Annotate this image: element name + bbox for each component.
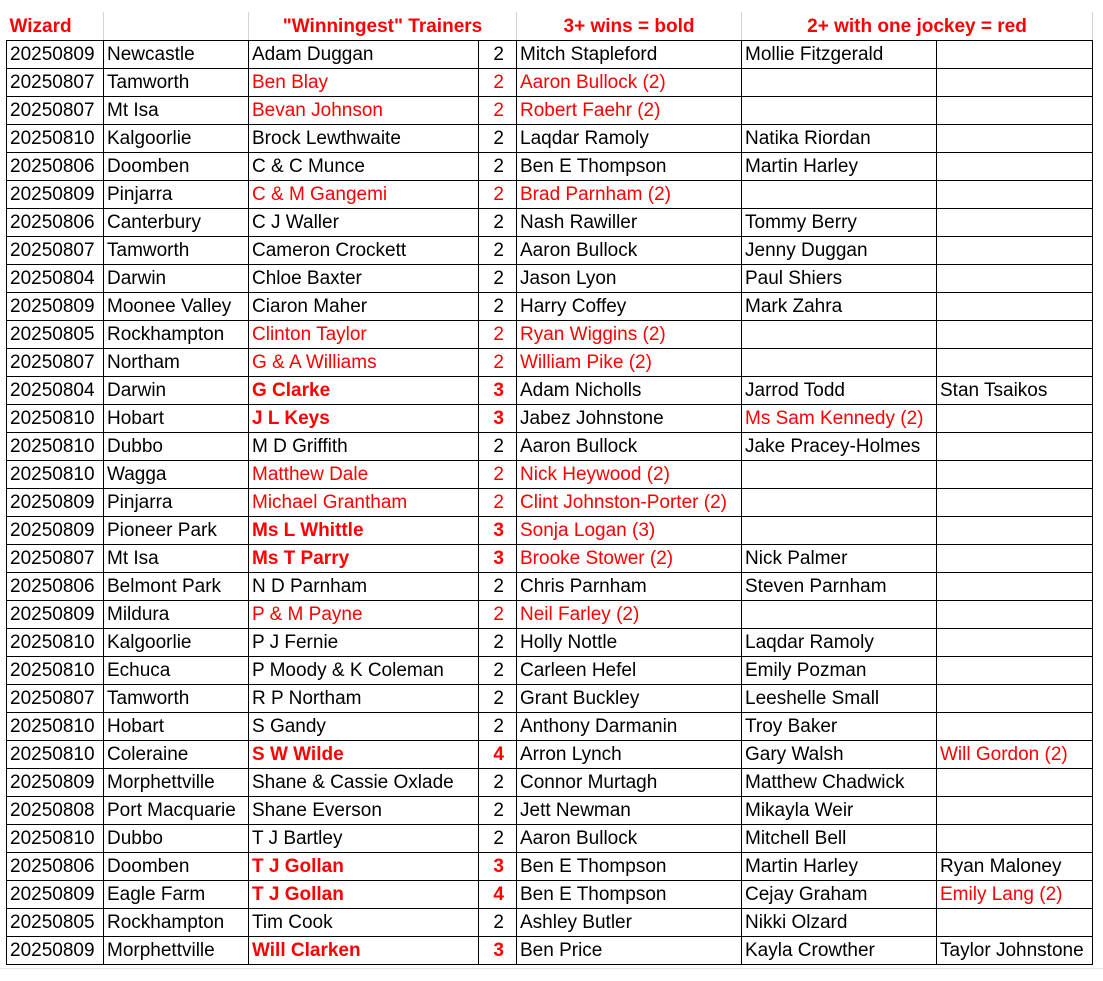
jockey-3-cell[interactable]	[937, 713, 1093, 741]
track-cell[interactable]: Coleraine	[104, 741, 249, 769]
wins-cell[interactable]: 2	[479, 657, 517, 685]
jockey-2-cell[interactable]: Mark Zahra	[742, 293, 937, 321]
wins-cell[interactable]: 2	[479, 125, 517, 153]
trainer-cell[interactable]: Michael Grantham	[249, 489, 479, 517]
date-cell[interactable]: 20250804	[7, 377, 104, 405]
wins-cell[interactable]: 2	[479, 209, 517, 237]
wins-cell[interactable]: 3	[479, 545, 517, 573]
trainer-cell[interactable]: G & A Williams	[249, 349, 479, 377]
jockey-1-cell[interactable]: Ben E Thompson	[517, 881, 742, 909]
jockey-3-cell[interactable]	[937, 349, 1093, 377]
trainer-cell[interactable]: T J Gollan	[249, 853, 479, 881]
jockey-2-cell[interactable]: Mitchell Bell	[742, 825, 937, 853]
jockey-1-cell[interactable]: Anthony Darmanin	[517, 713, 742, 741]
header-cell-wizard[interactable]: Wizard	[7, 12, 104, 41]
jockey-1-cell[interactable]: Grant Buckley	[517, 685, 742, 713]
trainer-cell[interactable]: N D Parnham	[249, 573, 479, 601]
date-cell[interactable]: 20250806	[7, 209, 104, 237]
track-cell[interactable]: Belmont Park	[104, 573, 249, 601]
jockey-3-cell[interactable]	[937, 293, 1093, 321]
track-cell[interactable]: Eagle Farm	[104, 881, 249, 909]
jockey-3-cell[interactable]	[937, 517, 1093, 545]
wins-cell[interactable]: 2	[479, 153, 517, 181]
wins-cell[interactable]: 2	[479, 797, 517, 825]
date-cell[interactable]: 20250809	[7, 601, 104, 629]
jockey-2-cell[interactable]	[742, 461, 937, 489]
wins-cell[interactable]: 2	[479, 825, 517, 853]
jockey-3-cell[interactable]	[937, 237, 1093, 265]
table-row	[7, 853, 1093, 881]
table-row	[7, 825, 1093, 853]
wins-cell[interactable]: 2	[479, 69, 517, 97]
table-row	[7, 657, 1093, 685]
table-row	[7, 405, 1093, 433]
trainer-cell[interactable]: Shane & Cassie Oxlade	[249, 769, 479, 797]
trainer-cell[interactable]: Ciaron Maher	[249, 293, 479, 321]
date-cell[interactable]: 20250810	[7, 405, 104, 433]
wins-cell[interactable]: 2	[479, 433, 517, 461]
track-cell[interactable]: Doomben	[104, 153, 249, 181]
jockey-2-cell[interactable]: Mollie Fitzgerald	[742, 41, 937, 69]
jockey-1-cell[interactable]: Connor Murtagh	[517, 769, 742, 797]
table-row	[7, 461, 1093, 489]
jockey-2-cell[interactable]	[742, 349, 937, 377]
jockey-1-cell[interactable]: Aaron Bullock	[517, 825, 742, 853]
jockey-3-cell[interactable]: Will Gordon (2)	[937, 741, 1093, 769]
wins-cell[interactable]: 2	[479, 237, 517, 265]
date-cell[interactable]: 20250810	[7, 657, 104, 685]
jockey-2-cell[interactable]: Matthew Chadwick	[742, 769, 937, 797]
jockey-1-cell[interactable]: Ashley Butler	[517, 909, 742, 937]
date-cell[interactable]: 20250807	[7, 685, 104, 713]
table-row	[7, 909, 1093, 937]
date-cell[interactable]: 20250807	[7, 237, 104, 265]
trainer-cell[interactable]: P & M Payne	[249, 601, 479, 629]
table-row	[7, 181, 1093, 209]
jockey-3-cell[interactable]	[937, 545, 1093, 573]
wins-cell[interactable]: 3	[479, 937, 517, 965]
wins-cell[interactable]: 3	[479, 853, 517, 881]
jockey-3-cell[interactable]	[937, 657, 1093, 685]
track-cell[interactable]: Port Macquarie	[104, 797, 249, 825]
trainer-cell[interactable]: Brock Lewthwaite	[249, 125, 479, 153]
wins-cell[interactable]: 2	[479, 265, 517, 293]
jockey-2-cell[interactable]: Jake Pracey-Holmes	[742, 433, 937, 461]
jockey-2-cell[interactable]	[742, 517, 937, 545]
trainer-cell[interactable]: Adam Duggan	[249, 41, 479, 69]
track-cell[interactable]: Rockhampton	[104, 909, 249, 937]
jockey-1-cell[interactable]: Holly Nottle	[517, 629, 742, 657]
jockey-3-cell[interactable]	[937, 909, 1093, 937]
date-cell[interactable]: 20250804	[7, 265, 104, 293]
header-cell-red-rule[interactable]: 2+ with one jockey = red	[742, 12, 1093, 41]
table-row	[7, 153, 1093, 181]
trainer-cell[interactable]: Bevan Johnson	[249, 97, 479, 125]
jockey-1-cell[interactable]: Arron Lynch	[517, 741, 742, 769]
table-row	[7, 433, 1093, 461]
track-cell[interactable]: Morphettville	[104, 937, 249, 965]
date-cell[interactable]: 20250806	[7, 573, 104, 601]
jockey-2-cell[interactable]: Leeshelle Small	[742, 685, 937, 713]
jockey-2-cell[interactable]: Steven Parnham	[742, 573, 937, 601]
track-cell[interactable]: Pinjarra	[104, 489, 249, 517]
jockey-1-cell[interactable]: Ryan Wiggins (2)	[517, 321, 742, 349]
trainer-cell[interactable]: Clinton Taylor	[249, 321, 479, 349]
track-cell[interactable]: Kalgoorlie	[104, 125, 249, 153]
track-cell[interactable]: Pioneer Park	[104, 517, 249, 545]
trainer-cell[interactable]: S Gandy	[249, 713, 479, 741]
table-row	[7, 125, 1093, 153]
jockey-3-cell[interactable]	[937, 41, 1093, 69]
jockey-1-cell[interactable]: Nash Rawiller	[517, 209, 742, 237]
jockey-2-cell[interactable]	[742, 69, 937, 97]
table-row	[7, 573, 1093, 601]
jockey-1-cell[interactable]: Adam Nicholls	[517, 377, 742, 405]
jockey-1-cell[interactable]: Aaron Bullock	[517, 237, 742, 265]
trainer-cell[interactable]: G Clarke	[249, 377, 479, 405]
table-row	[7, 545, 1093, 573]
jockey-1-cell[interactable]: Jett Newman	[517, 797, 742, 825]
jockey-3-cell[interactable]: Emily Lang (2)	[937, 881, 1093, 909]
trainer-cell[interactable]: Matthew Dale	[249, 461, 479, 489]
table-row	[7, 349, 1093, 377]
jockey-1-cell[interactable]: Neil Farley (2)	[517, 601, 742, 629]
track-cell[interactable]: Dubbo	[104, 433, 249, 461]
table-row	[7, 601, 1093, 629]
jockey-2-cell[interactable]: Mikayla Weir	[742, 797, 937, 825]
wins-cell[interactable]: 3	[479, 405, 517, 433]
jockey-3-cell[interactable]	[937, 601, 1093, 629]
jockey-3-cell[interactable]	[937, 825, 1093, 853]
jockey-3-cell[interactable]: Stan Tsaikos	[937, 377, 1093, 405]
jockey-1-cell[interactable]: Ben E Thompson	[517, 153, 742, 181]
jockey-3-cell[interactable]	[937, 769, 1093, 797]
jockey-2-cell[interactable]: Jarrod Todd	[742, 377, 937, 405]
jockey-2-cell[interactable]: Tommy Berry	[742, 209, 937, 237]
jockey-3-cell[interactable]	[937, 629, 1093, 657]
jockey-1-cell[interactable]: Clint Johnston-Porter (2)	[517, 489, 742, 517]
wins-cell[interactable]: 2	[479, 909, 517, 937]
trainer-cell[interactable]: Ms T Parry	[249, 545, 479, 573]
trainer-cell[interactable]: J L Keys	[249, 405, 479, 433]
date-cell[interactable]: 20250810	[7, 629, 104, 657]
track-cell[interactable]: Wagga	[104, 461, 249, 489]
header-cell-bold-rule[interactable]: 3+ wins = bold	[517, 12, 742, 41]
trainer-cell[interactable]: Tim Cook	[249, 909, 479, 937]
jockey-2-cell[interactable]: Gary Walsh	[742, 741, 937, 769]
jockey-2-cell[interactable]: Martin Harley	[742, 153, 937, 181]
table-row	[7, 41, 1093, 69]
date-cell[interactable]: 20250808	[7, 797, 104, 825]
jockey-2-cell[interactable]: Ms Sam Kennedy (2)	[742, 405, 937, 433]
jockey-1-cell[interactable]: Robert Faehr (2)	[517, 97, 742, 125]
table-row	[7, 321, 1093, 349]
wins-cell[interactable]: 2	[479, 769, 517, 797]
jockey-2-cell[interactable]: Emily Pozman	[742, 657, 937, 685]
trainer-cell[interactable]: Ben Blay	[249, 69, 479, 97]
track-cell[interactable]: Hobart	[104, 405, 249, 433]
table-row	[7, 517, 1093, 545]
trainer-cell[interactable]: C & C Munce	[249, 153, 479, 181]
track-cell[interactable]: Moonee Valley	[104, 293, 249, 321]
jockey-3-cell[interactable]	[937, 181, 1093, 209]
date-cell[interactable]: 20250809	[7, 769, 104, 797]
track-cell[interactable]: Mt Isa	[104, 545, 249, 573]
table-row	[7, 741, 1093, 769]
jockey-2-cell[interactable]: Martin Harley	[742, 853, 937, 881]
header-cell-blank[interactable]	[104, 12, 249, 41]
trainer-cell[interactable]: Will Clarken	[249, 937, 479, 965]
table-row	[7, 629, 1093, 657]
track-cell[interactable]: Mildura	[104, 601, 249, 629]
wins-cell[interactable]: 2	[479, 489, 517, 517]
wins-cell[interactable]: 2	[479, 685, 517, 713]
wins-cell[interactable]: 2	[479, 293, 517, 321]
jockey-3-cell[interactable]	[937, 265, 1093, 293]
jockey-1-cell[interactable]: Harry Coffey	[517, 293, 742, 321]
track-cell[interactable]: Darwin	[104, 377, 249, 405]
table-row	[7, 881, 1093, 909]
jockey-1-cell[interactable]: Chris Parnham	[517, 573, 742, 601]
jockey-1-cell[interactable]: Laqdar Ramoly	[517, 125, 742, 153]
jockey-3-cell[interactable]	[937, 685, 1093, 713]
date-cell[interactable]: 20250806	[7, 853, 104, 881]
wins-cell[interactable]: 2	[479, 181, 517, 209]
track-cell[interactable]: Rockhampton	[104, 321, 249, 349]
jockey-3-cell[interactable]	[937, 125, 1093, 153]
jockey-3-cell[interactable]	[937, 69, 1093, 97]
trainer-cell[interactable]: S W Wilde	[249, 741, 479, 769]
track-cell[interactable]: Hobart	[104, 713, 249, 741]
wins-cell[interactable]: 3	[479, 377, 517, 405]
date-cell[interactable]: 20250810	[7, 461, 104, 489]
header-cell-trainers[interactable]: "Winningest" Trainers	[249, 12, 517, 41]
jockey-1-cell[interactable]: Jason Lyon	[517, 265, 742, 293]
jockey-3-cell[interactable]	[937, 405, 1093, 433]
wins-cell[interactable]: 2	[479, 629, 517, 657]
date-cell[interactable]: 20250805	[7, 321, 104, 349]
date-cell[interactable]: 20250806	[7, 153, 104, 181]
track-cell[interactable]: Newcastle	[104, 41, 249, 69]
wins-cell[interactable]: 2	[479, 349, 517, 377]
table-row	[7, 209, 1093, 237]
wins-cell[interactable]: 2	[479, 573, 517, 601]
jockey-3-cell[interactable]	[937, 433, 1093, 461]
track-cell[interactable]: Kalgoorlie	[104, 629, 249, 657]
jockey-2-cell[interactable]	[742, 321, 937, 349]
jockey-2-cell[interactable]: Nick Palmer	[742, 545, 937, 573]
trainer-cell[interactable]: P Moody & K Coleman	[249, 657, 479, 685]
jockey-1-cell[interactable]: Brad Parnham (2)	[517, 181, 742, 209]
track-cell[interactable]: Tamworth	[104, 237, 249, 265]
jockey-3-cell[interactable]	[937, 489, 1093, 517]
date-cell[interactable]: 20250809	[7, 181, 104, 209]
date-cell[interactable]: 20250809	[7, 937, 104, 965]
date-cell[interactable]: 20250810	[7, 713, 104, 741]
results-table	[6, 12, 1093, 965]
date-cell[interactable]: 20250809	[7, 489, 104, 517]
jockey-1-cell[interactable]: Brooke Stower (2)	[517, 545, 742, 573]
jockey-1-cell[interactable]: Ben Price	[517, 937, 742, 965]
wins-cell[interactable]: 2	[479, 321, 517, 349]
track-cell[interactable]: Darwin	[104, 265, 249, 293]
jockey-3-cell[interactable]	[937, 153, 1093, 181]
date-cell[interactable]: 20250809	[7, 41, 104, 69]
table-row	[7, 293, 1093, 321]
jockey-2-cell[interactable]: Cejay Graham	[742, 881, 937, 909]
trainer-cell[interactable]: T J Bartley	[249, 825, 479, 853]
table-row	[7, 797, 1093, 825]
table-row	[7, 237, 1093, 265]
wins-cell[interactable]: 2	[479, 601, 517, 629]
wins-cell[interactable]: 3	[479, 517, 517, 545]
table-row	[7, 769, 1093, 797]
jockey-1-cell[interactable]: Sonja Logan (3)	[517, 517, 742, 545]
table-row	[7, 685, 1093, 713]
trainer-cell[interactable]: R P Northam	[249, 685, 479, 713]
jockey-3-cell[interactable]	[937, 797, 1093, 825]
jockey-1-cell[interactable]: William Pike (2)	[517, 349, 742, 377]
jockey-3-cell[interactable]	[937, 321, 1093, 349]
track-cell[interactable]: Tamworth	[104, 685, 249, 713]
track-cell[interactable]: Doomben	[104, 853, 249, 881]
track-cell[interactable]: Echuca	[104, 657, 249, 685]
trainer-cell[interactable]: Chloe Baxter	[249, 265, 479, 293]
date-cell[interactable]: 20250810	[7, 741, 104, 769]
jockey-2-cell[interactable]	[742, 181, 937, 209]
jockey-1-cell[interactable]: Aaron Bullock	[517, 433, 742, 461]
jockey-2-cell[interactable]: Paul Shiers	[742, 265, 937, 293]
trainer-cell[interactable]: P J Fernie	[249, 629, 479, 657]
jockey-1-cell[interactable]: Aaron Bullock (2)	[517, 69, 742, 97]
date-cell[interactable]: 20250807	[7, 349, 104, 377]
date-cell[interactable]: 20250809	[7, 881, 104, 909]
wins-cell[interactable]: 4	[479, 881, 517, 909]
table-row	[7, 713, 1093, 741]
track-cell[interactable]: Northam	[104, 349, 249, 377]
jockey-2-cell[interactable]: Natika Riordan	[742, 125, 937, 153]
wins-cell[interactable]: 2	[479, 713, 517, 741]
jockey-2-cell[interactable]: Nikki Olzard	[742, 909, 937, 937]
track-cell[interactable]: Canterbury	[104, 209, 249, 237]
track-cell[interactable]: Dubbo	[104, 825, 249, 853]
table-row	[7, 489, 1093, 517]
date-cell[interactable]: 20250807	[7, 545, 104, 573]
trainer-cell[interactable]: Cameron Crockett	[249, 237, 479, 265]
date-cell[interactable]: 20250810	[7, 825, 104, 853]
jockey-3-cell[interactable]	[937, 209, 1093, 237]
jockey-1-cell[interactable]: Ben E Thompson	[517, 853, 742, 881]
jockey-2-cell[interactable]: Troy Baker	[742, 713, 937, 741]
trainer-cell[interactable]: Ms L Whittle	[249, 517, 479, 545]
table-row	[7, 97, 1093, 125]
table-row	[7, 937, 1093, 965]
jockey-1-cell[interactable]: Nick Heywood (2)	[517, 461, 742, 489]
jockey-2-cell[interactable]	[742, 97, 937, 125]
jockey-3-cell[interactable]	[937, 573, 1093, 601]
date-cell[interactable]: 20250807	[7, 97, 104, 125]
track-cell[interactable]: Morphettville	[104, 769, 249, 797]
jockey-3-cell[interactable]: Ryan Maloney	[937, 853, 1093, 881]
table-row	[7, 69, 1093, 97]
jockey-2-cell[interactable]: Jenny Duggan	[742, 237, 937, 265]
trainer-cell[interactable]: M D Griffith	[249, 433, 479, 461]
jockey-3-cell[interactable]	[937, 461, 1093, 489]
date-cell[interactable]: 20250805	[7, 909, 104, 937]
header-row	[7, 12, 1093, 41]
jockey-2-cell[interactable]: Kayla Crowther	[742, 937, 937, 965]
table-row	[7, 377, 1093, 405]
wins-cell[interactable]: 2	[479, 97, 517, 125]
jockey-3-cell[interactable]	[937, 97, 1093, 125]
trainer-cell[interactable]: C J Waller	[249, 209, 479, 237]
jockey-1-cell[interactable]: Carleen Hefel	[517, 657, 742, 685]
trainer-cell[interactable]: T J Gollan	[249, 881, 479, 909]
trainer-cell[interactable]: Shane Everson	[249, 797, 479, 825]
sheet-gridline	[0, 968, 1103, 969]
date-cell[interactable]: 20250810	[7, 125, 104, 153]
trainer-cell[interactable]: C & M Gangemi	[249, 181, 479, 209]
track-cell[interactable]: Tamworth	[104, 69, 249, 97]
wins-cell[interactable]: 4	[479, 741, 517, 769]
track-cell[interactable]: Mt Isa	[104, 97, 249, 125]
date-cell[interactable]: 20250810	[7, 433, 104, 461]
jockey-3-cell[interactable]: Taylor Johnstone	[937, 937, 1093, 965]
date-cell[interactable]: 20250807	[7, 69, 104, 97]
wins-cell[interactable]: 2	[479, 461, 517, 489]
jockey-1-cell[interactable]: Mitch Stapleford	[517, 41, 742, 69]
jockey-2-cell[interactable]	[742, 601, 937, 629]
table-row	[7, 265, 1093, 293]
jockey-2-cell[interactable]	[742, 489, 937, 517]
jockey-2-cell[interactable]: Laqdar Ramoly	[742, 629, 937, 657]
date-cell[interactable]: 20250809	[7, 293, 104, 321]
wins-cell[interactable]: 2	[479, 41, 517, 69]
date-cell[interactable]: 20250809	[7, 517, 104, 545]
jockey-1-cell[interactable]: Jabez Johnstone	[517, 405, 742, 433]
track-cell[interactable]: Pinjarra	[104, 181, 249, 209]
